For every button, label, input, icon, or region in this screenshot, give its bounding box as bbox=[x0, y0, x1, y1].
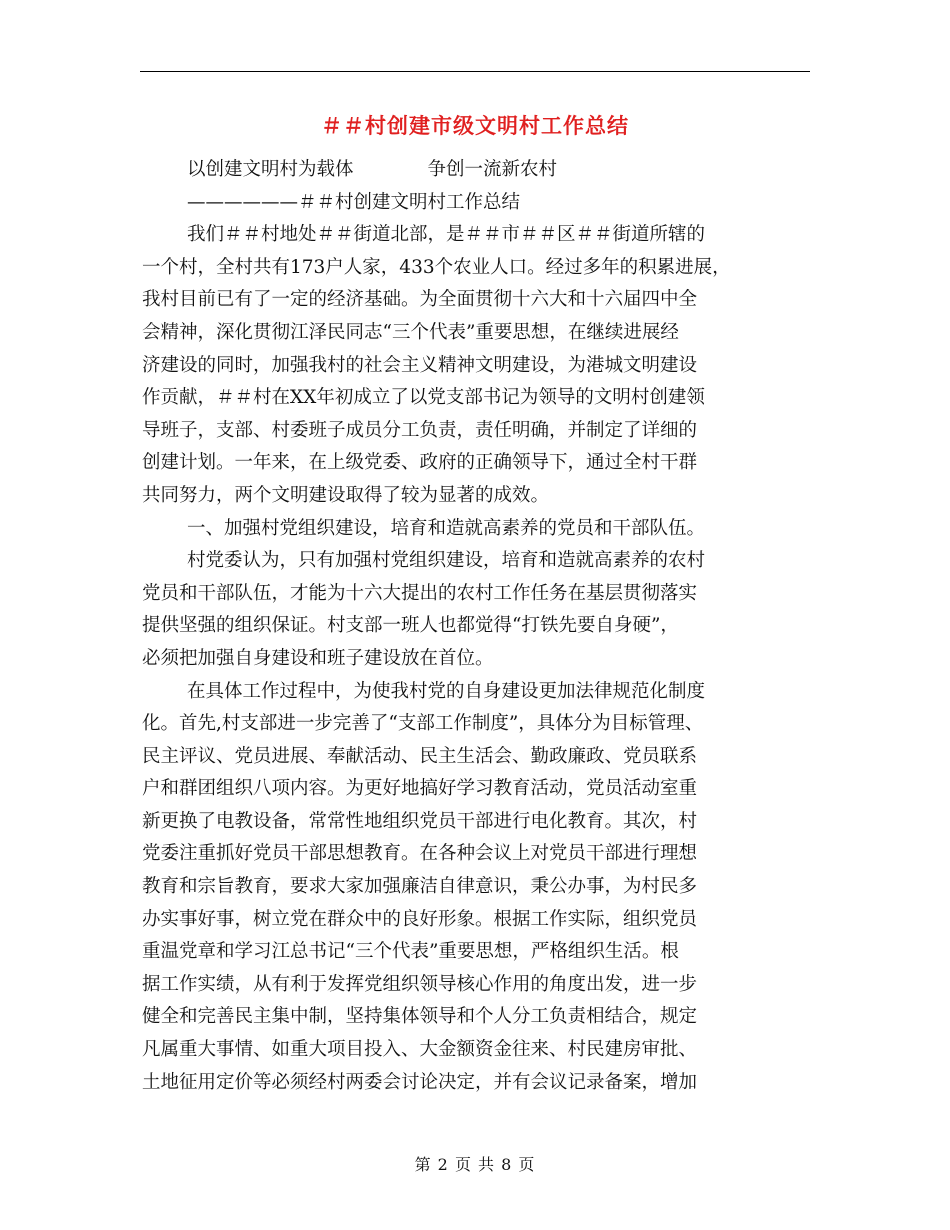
text-line: 共同努力，两个文明建设取得了较为显著的成效。 bbox=[142, 484, 550, 506]
text-line: 一个村，全村共有173户人家，433个农业人口。经过多年的积累进展， bbox=[142, 256, 731, 278]
text-line: 户和群团组织八项内容。为更好地搞好学习教育活动，党员活动室重 bbox=[142, 778, 698, 800]
text-line: 据工作实绩，从有利于发挥党组织领导核心作用的角度出发，进一步 bbox=[142, 973, 698, 995]
text-line: 济建设的同时，加强我村的社会主义精神文明建设，为港城文明建设 bbox=[142, 354, 698, 376]
text-line: 化。首先,村支部进一步完善了“支部工作制度”，具体分为目标管理、 bbox=[142, 713, 704, 735]
header-rule bbox=[140, 71, 810, 72]
text-line: 村党委认为，只有加强村党组织建设，培育和造就高素养的农村 bbox=[187, 550, 706, 572]
text-line: 导班子，支部、村委班子成员分工负责，责任明确，并制定了详细的 bbox=[142, 419, 698, 441]
text-line: 必须把加强自身建设和班子建设放在首位。 bbox=[142, 647, 494, 669]
text-line: ——————＃＃村创建文明村工作总结 bbox=[187, 191, 521, 213]
text-line: 创建计划。一年来，在上级党委、政府的正确领导下，通过全村干群 bbox=[142, 452, 698, 474]
text-line: 我村目前已有了一定的经济基础。为全面贯彻十六大和十六届四中全 bbox=[142, 289, 698, 311]
text-line: 重温党章和学习江总书记“三个代表”重要思想，严格组织生活。根 bbox=[142, 941, 679, 963]
text-line: 会精神，深化贯彻江泽民同志“三个代表”重要思想，在继续进展经 bbox=[142, 321, 679, 343]
text-line: 党员和干部队伍，才能为十六大提出的农村工作任务在基层贯彻落实 bbox=[142, 582, 698, 604]
document-body bbox=[142, 154, 812, 1099]
text-line: 办实事好事，树立党在群众中的良好形象。根据工作实际，组织党员 bbox=[142, 908, 698, 930]
text-line: 党委注重抓好党员干部思想教育。在各种会议上对党员干部进行理想 bbox=[142, 843, 698, 865]
text-line: 在具体工作过程中，为使我村党的自身建设更加法律规范化制度 bbox=[187, 680, 706, 702]
text-line: 作贡献，＃＃村在XX年初成立了以党支部书记为领导的文明村创建领 bbox=[142, 387, 705, 409]
page-number-footer: 第 2 页 共 8 页 bbox=[414, 1155, 536, 1174]
text-line: 我们＃＃村地处＃＃街道北部，是＃＃市＃＃区＃＃街道所辖的 bbox=[187, 224, 706, 246]
text-line: 一、加强村党组织建设，培育和造就高素养的党员和干部队伍。 bbox=[187, 517, 706, 539]
text-line: 民主评议、党员进展、奉献活动、民主生活会、勤政廉政、党员联系 bbox=[142, 745, 698, 767]
text-line: 土地征用定价等必须经村两委会讨论决定，并有会议记录备案，增加 bbox=[142, 1071, 698, 1093]
text-line: 健全和完善民主集中制，坚持集体领导和个人分工负责相结合，规定 bbox=[142, 1006, 698, 1028]
text-line: 新更换了电教设备，常常性地组织党员干部进行电化教育。其次，村 bbox=[142, 810, 698, 832]
document-title: ＃＃村创建市级文明村工作总结 bbox=[321, 113, 629, 138]
text-line: 提供坚强的组织保证。村支部一班人也都觉得“打铁先要自身硬”， bbox=[142, 615, 679, 637]
text-line: 以创建文明村为载体 争创一流新农村 bbox=[187, 159, 558, 180]
text-line: 教育和宗旨教育，要求大家加强廉洁自律意识，秉公办事，为村民多 bbox=[142, 876, 698, 898]
text-line: 凡属重大事情、如重大项目投入、大金额资金往来、村民建房审批、 bbox=[142, 1039, 698, 1061]
